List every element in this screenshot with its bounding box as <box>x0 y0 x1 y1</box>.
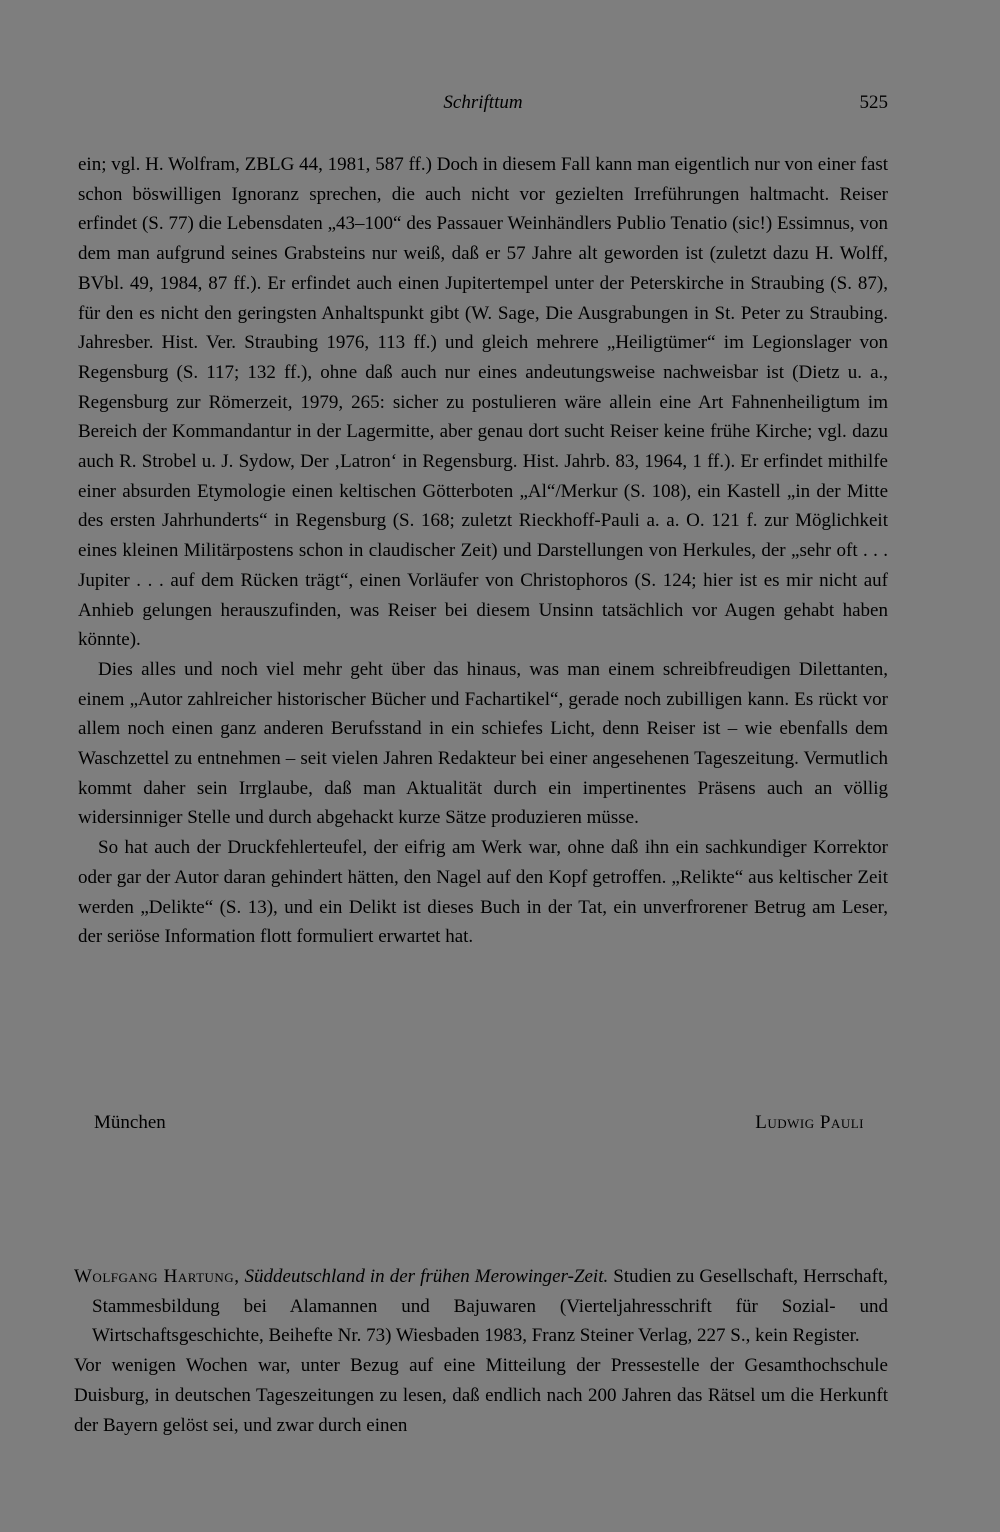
reviewed-details: Studien zu Gesellschaft, Herrschaft, Stammesbildung bei Alamannen und Bajuwaren (Vierteljahresschrift für Sozial- und Wirtschaftsgeschichte, Beihefte Nr. 73) Wiesbaden 1983, Franz Steiner Verlag, 227 S., kein Register. <box>92 1266 889 1347</box>
review-body <box>78 150 888 952</box>
bibliographic-reference <box>74 1262 888 1351</box>
page-number: 525 <box>859 92 888 113</box>
paragraph-3: So hat auch der Druckfehlerteufel, der eifrig am Werk war, ohne daß ihn ein sachkundiger Korrektor oder gar der Autor daran gehindert hätten, den Nagel auf den Kopf getroffen. „Relikte“ aus keltischer Zeit werden „Delikte“ (S. 13), und ein Delikt ist dieses Buch in der Tat, ein unverfrorener Betrug am Leser, der seriöse Information flott formuliert erwartet hat. <box>78 837 888 948</box>
reviewed-author: Wolfgang Hartung, <box>74 1266 240 1287</box>
review-opening-text: Vor wenigen Wochen war, unter Bezug auf eine Mitteilung der Pressestelle der Gesamthochschule Duisburg, in deutschen Tageszeitungen zu lesen, daß endlich nach 200 Jahren das Rätsel um die Herkunft der Bayern gelöst sei, und zwar durch einen <box>74 1355 888 1436</box>
paragraph-1: ein; vgl. H. Wolfram, ZBLG 44, 1981, 587 ff.) Doch in diesem Fall kann man eigentlich nur von einer fast schon böswilligen Ignoranz sprechen, die auch nicht vor gezielten Irreführungen haltmacht. Reiser erfindet (S. 77) die Lebensdaten „43–100“ des Passauer Weinhändlers Publio Tenatio (sic!) Essimnus, von dem man aufgrund seines Grabsteins nur weiß, daß er 57 Jahre alt geworden ist (zuletzt dazu H. Wolff, BVbl. 49, 1984, 87 ff.). Er erfindet auch einen Jupitertempel unter der Peterskirche in Straubing (S. 87), für den es nicht den geringsten Anhaltspunkt gibt (W. Sage, Die Ausgrabungen in St. Peter zu Straubing. Jahresber. Hist. Ver. Straubing 1976, 113 ff.) und gleich mehrere „Heiligtümer“ im Legionslager von Regensburg (S. 117; 132 ff.), ohne daß auch nur eines andeutungsweise nachweisbar ist (Dietz u. a., Regensburg zur Römerzeit, 1979, 265: sicher zu postulieren wäre allein eine Art Fahnenheiligtum im Bereich der Kommandantur in der Lagermitte, aber genau dort sucht Reiser keine frühe Kirche; vgl. dazu auch R. Strobel u. J. Sydow, Der ‚Latron‘ in Regensburg. Hist. Jahrb. 83, 1964, 1 ff.). Er erfindet mithilfe einer absurden Etymologie einen keltischen Götterboten „Al“/Merkur (S. 108), ein Kastell „in der Mitte des ersten Jahrhunderts“ in Regensburg (S. 168; zuletzt Rieckhoff-Pauli a. a. O. 121 f. zur Möglichkeit eines kleinen Militärpostens schon in claudischer Zeit) und Darstellungen von Herkules, der „sehr oft . . . Jupiter . . . auf dem Rücken trägt“, einen Vorläufer von Christophoros (S. 124; hier ist es mir nicht auf Anhieb gelungen herauszufinden, was Reiser bei diesem Unsinn tatsächlich vor Augen gehabt haben könnte). <box>78 154 888 651</box>
reviewed-title: Süddeutschland in der frühen Merowinger-Zeit. <box>244 1266 609 1287</box>
signoff-author: Ludwig Pauli <box>755 1112 864 1133</box>
next-review <box>74 1262 888 1440</box>
signoff-place: München <box>94 1112 166 1133</box>
running-head <box>78 92 888 116</box>
paragraph-2: Dies alles und noch viel mehr geht über das hinaus, was man einem schreibfreudigen Dilettanten, einem „Autor zahlreicher historischer Bücher und Fachartikel“, gerade noch zubilligen kann. Es rückt vor allem noch einen ganz anderen Berufsstand in ein schiefes Licht, denn Reiser ist – wie ebenfalls dem Waschzettel zu entnehmen – seit vielen Jahren Redakteur bei einer angesehenen Tageszeitung. Vermutlich kommt daher sein Irrglaube, daß man Aktualität durch ein impertinentes Präsens auch an völlig widersinniger Stelle und durch abgehackt kurze Sätze produzieren müsse. <box>78 658 888 829</box>
running-title: Schrifttum <box>443 92 523 113</box>
signoff <box>94 1112 864 1142</box>
